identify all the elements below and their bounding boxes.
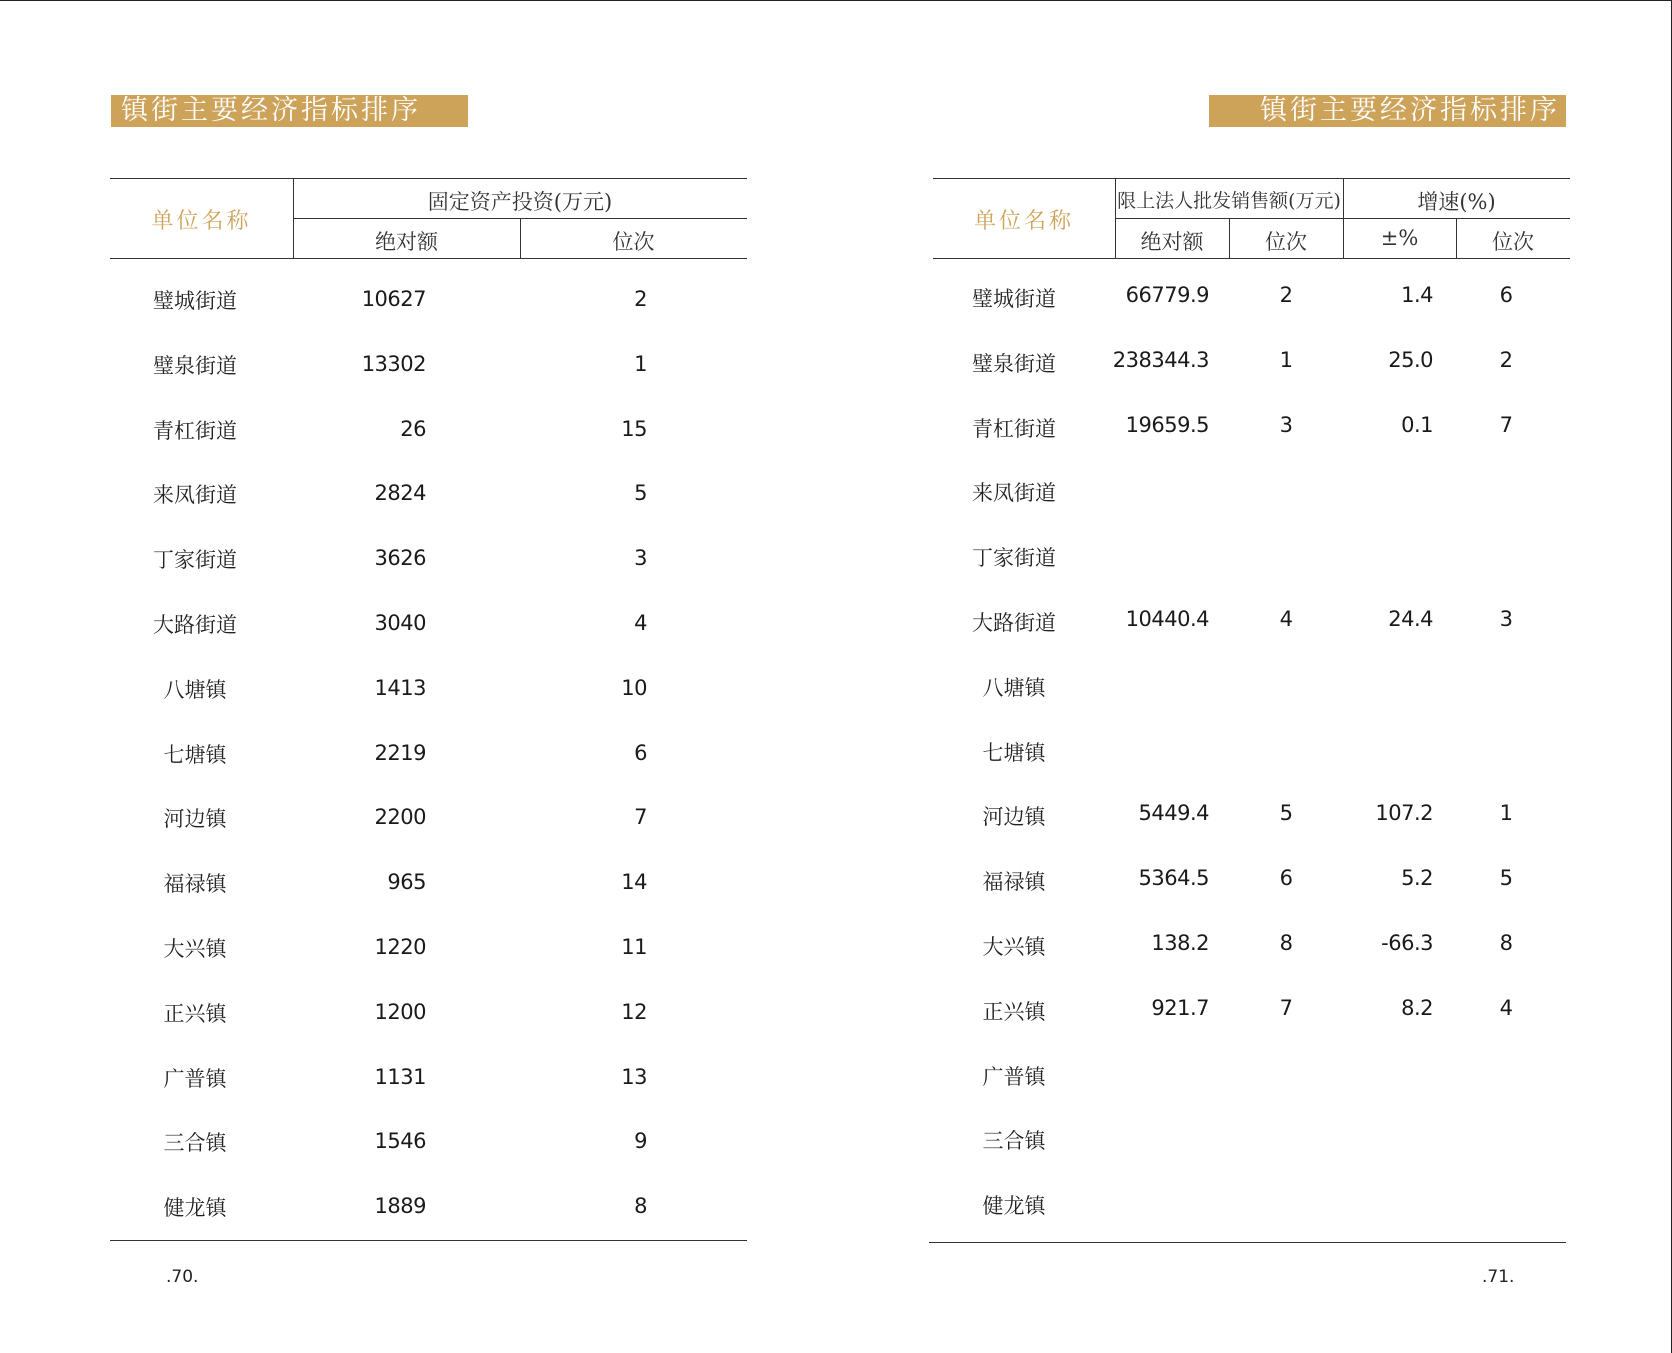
left-row-rank: 8 <box>634 1194 647 1219</box>
left-row-rank: 10 <box>621 675 647 700</box>
left-row-unit-name: 三合镇 <box>163 1131 227 1156</box>
right-row-absolute-value: 138.2 <box>1151 931 1209 955</box>
right-row-growth-rank: 5 <box>1499 866 1513 891</box>
right-wholesale-sales-header: 限上法人批发销售额(万元) <box>1117 190 1341 212</box>
left-row-unit-name: 福禄镇 <box>163 872 227 897</box>
left-row-unit-name: 七塘镇 <box>163 742 227 767</box>
left-row-absolute-value: 965 <box>387 870 426 895</box>
left-row-absolute-value: 2200 <box>374 805 426 830</box>
right-growth-rate-header: 增速(%) <box>1417 190 1496 214</box>
right-page-title-banner: 镇街主要经济指标排序 <box>1209 95 1566 127</box>
left-row-unit-name: 璧泉街道 <box>153 353 237 378</box>
right-rank-header: 位次 <box>1265 230 1307 254</box>
left-page-title-banner: 镇街主要经济指标排序 <box>111 95 468 127</box>
right-row-unit-name: 大兴镇 <box>982 935 1046 959</box>
left-row-absolute-value: 1200 <box>374 999 426 1024</box>
right-row-growth-rank: 2 <box>1499 347 1513 372</box>
right-row-growth-percent: 5.2 <box>1401 866 1433 891</box>
left-row-absolute-value: 26 <box>400 416 426 441</box>
right-row-absolute-value: 66779.9 <box>1125 283 1209 307</box>
left-rank-header: 位次 <box>612 230 655 254</box>
left-row-rank: 13 <box>621 1064 647 1089</box>
left-row-rank: 3 <box>634 546 647 571</box>
right-row-unit-name: 八塘镇 <box>982 675 1046 700</box>
left-row-absolute-value: 2219 <box>374 740 426 765</box>
left-row-unit-name: 河边镇 <box>163 807 227 832</box>
right-row-unit-name: 七塘镇 <box>982 740 1046 765</box>
left-table-bottom-rule <box>110 1240 747 1241</box>
left-row-rank: 1 <box>634 351 647 376</box>
left-page-number: .70. <box>166 1267 199 1287</box>
right-row-growth-rank: 3 <box>1499 607 1513 631</box>
right-row-absolute-value: 5449.4 <box>1138 801 1209 826</box>
right-row-unit-name: 正兴镇 <box>982 999 1046 1024</box>
left-row-rank: 2 <box>634 287 647 311</box>
right-row-unit-name: 青杠街道 <box>972 416 1056 441</box>
right-row-rank: 6 <box>1279 866 1293 891</box>
left-row-rank: 9 <box>634 1129 647 1154</box>
left-row-absolute-value: 1220 <box>374 935 426 959</box>
left-fixed-investment-header: 固定资产投资(万元) <box>427 190 613 214</box>
right-row-unit-name: 健龙镇 <box>982 1194 1046 1219</box>
right-row-unit-name: 丁家街道 <box>972 546 1056 571</box>
right-row-unit-name: 河边镇 <box>982 805 1046 830</box>
left-row-absolute-value: 1131 <box>374 1064 426 1089</box>
right-row-absolute-value: 19659.5 <box>1125 412 1209 437</box>
left-row-unit-name: 大路街道 <box>153 613 237 637</box>
right-row-rank: 5 <box>1279 801 1293 826</box>
left-row-unit-name: 健龙镇 <box>163 1196 227 1221</box>
left-row-unit-name: 璧城街道 <box>153 289 237 313</box>
right-header-bottom-rule <box>933 258 1570 259</box>
right-row-growth-rank: 8 <box>1499 931 1513 955</box>
right-row-rank: 8 <box>1279 931 1293 955</box>
left-unit-name-header: 单位名称 <box>151 209 252 234</box>
left-row-absolute-value: 10627 <box>361 287 426 311</box>
page-top-border <box>0 0 1672 1</box>
right-page-number: .71. <box>1482 1267 1515 1287</box>
left-row-rank: 15 <box>621 416 647 441</box>
right-table-top-rule <box>933 178 1570 179</box>
left-row-unit-name: 来凤街道 <box>153 483 237 508</box>
left-row-unit-name: 青杠街道 <box>153 418 237 443</box>
left-row-absolute-value: 13302 <box>361 351 426 376</box>
left-row-rank: 11 <box>621 935 647 959</box>
right-row-rank: 2 <box>1279 283 1293 307</box>
left-row-absolute-value: 1546 <box>374 1129 426 1154</box>
right-row-absolute-value: 921.7 <box>1151 995 1209 1020</box>
right-row-rank: 3 <box>1279 412 1293 437</box>
right-growth-rank-header: 位次 <box>1492 230 1534 254</box>
right-row-growth-percent: 25.0 <box>1388 347 1433 372</box>
right-row-unit-name: 福禄镇 <box>982 870 1046 895</box>
right-row-growth-percent: 1.4 <box>1401 283 1433 307</box>
right-unit-name-header: 单位名称 <box>973 209 1074 234</box>
left-absolute-header: 绝对额 <box>375 230 438 254</box>
left-table-top-rule <box>110 178 747 179</box>
right-row-absolute-value: 238344.3 <box>1112 347 1209 372</box>
right-row-unit-name: 三合镇 <box>982 1129 1046 1154</box>
left-row-unit-name: 正兴镇 <box>163 1001 227 1026</box>
right-row-growth-rank: 4 <box>1499 995 1513 1020</box>
left-row-rank: 12 <box>621 999 647 1024</box>
right-row-growth-rank: 7 <box>1499 412 1513 437</box>
left-row-unit-name: 八塘镇 <box>163 677 227 702</box>
left-row-absolute-value: 1413 <box>374 675 426 700</box>
right-row-unit-name: 璧泉街道 <box>972 351 1056 376</box>
left-row-absolute-value: 1889 <box>374 1194 426 1219</box>
right-row-unit-name: 来凤街道 <box>972 481 1056 506</box>
left-header-bottom-rule <box>110 258 747 259</box>
left-row-unit-name: 大兴镇 <box>163 937 227 961</box>
right-row-growth-percent: -66.3 <box>1381 931 1433 955</box>
left-row-unit-name: 广普镇 <box>163 1066 227 1091</box>
left-row-absolute-value: 3040 <box>374 611 426 635</box>
right-row-rank: 4 <box>1279 607 1293 631</box>
right-percent-header: ±% <box>1380 226 1419 250</box>
left-row-unit-name: 丁家街道 <box>153 548 237 573</box>
right-row-growth-rank: 6 <box>1499 283 1513 307</box>
right-row-unit-name: 璧城街道 <box>972 287 1056 311</box>
right-row-absolute-value: 10440.4 <box>1125 607 1209 631</box>
left-row-absolute-value: 3626 <box>374 546 426 571</box>
right-table-bottom-rule <box>929 1242 1566 1243</box>
left-row-rank: 5 <box>634 481 647 506</box>
left-row-rank: 6 <box>634 740 647 765</box>
right-row-growth-percent: 107.2 <box>1375 801 1433 826</box>
right-absolute-header: 绝对额 <box>1140 230 1204 254</box>
right-row-growth-rank: 1 <box>1499 801 1513 826</box>
left-row-rank: 14 <box>621 870 647 895</box>
right-row-unit-name: 广普镇 <box>982 1064 1046 1089</box>
right-row-rank: 1 <box>1279 347 1293 372</box>
right-row-growth-percent: 8.2 <box>1401 995 1433 1020</box>
right-row-growth-percent: 24.4 <box>1388 607 1433 631</box>
left-row-rank: 4 <box>634 611 647 635</box>
right-row-unit-name: 大路街道 <box>972 611 1056 635</box>
right-row-rank: 7 <box>1279 995 1293 1020</box>
left-row-rank: 7 <box>634 805 647 830</box>
right-row-absolute-value: 5364.5 <box>1138 866 1209 891</box>
left-row-absolute-value: 2824 <box>374 481 426 506</box>
right-row-growth-percent: 0.1 <box>1401 412 1433 437</box>
